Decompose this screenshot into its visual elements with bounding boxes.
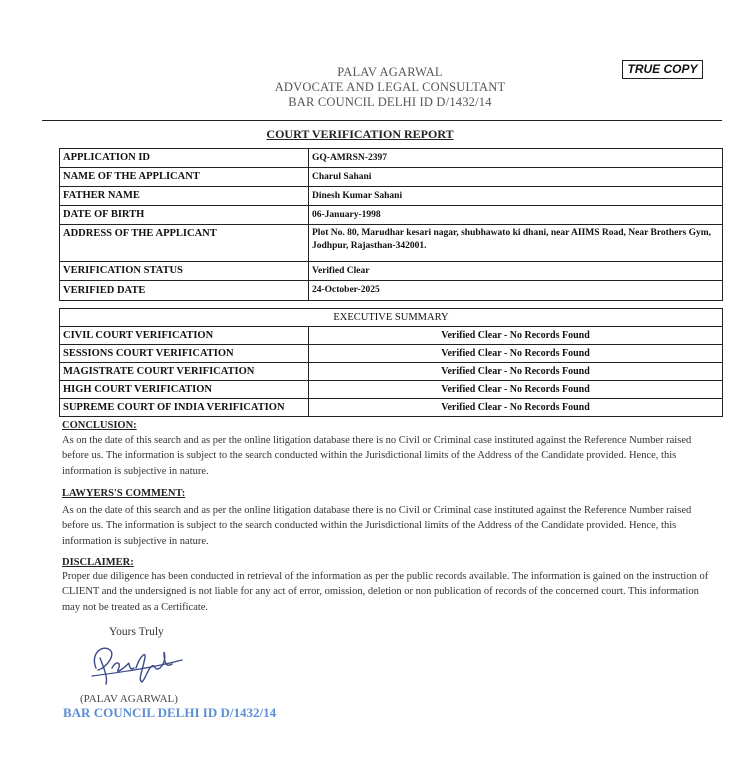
row-label: SUPREME COURT OF INDIA VERIFICATION	[60, 399, 309, 417]
row-value: Dinesh Kumar Sahani	[309, 187, 723, 206]
row-label: VERIFIED DATE	[60, 281, 309, 301]
row-label: CIVIL COURT VERIFICATION	[60, 327, 309, 345]
row-value: Verified Clear	[309, 262, 723, 281]
disclaimer-text: Proper due diligence has been conducted in retrieval of the information as per the public records available. The information is gained on the instruction of CLIENT and the undersigned is not liable for any act of error, omission, deletion or non publication of records of the concerned court. This information may not be treated as a Certificate.	[62, 571, 709, 613]
yours-truly: Yours Truly	[109, 626, 164, 638]
true-copy-stamp: TRUE COPY	[622, 60, 703, 79]
conclusion-title: CONCLUSION:	[62, 420, 137, 431]
handwritten-signature	[82, 638, 192, 686]
disclaimer-title: DISCLAIMER:	[62, 557, 134, 568]
row-value: Verified Clear - No Records Found	[309, 381, 723, 399]
advocate-name: PALAV AGARWAL	[337, 65, 443, 79]
lawyers-comment-text: As on the date of this search and as per the online litigation database there is no Civil or Criminal case instituted against the Reference Number raised before us. The information is subject to the search conducted within the Jurisdictional limits of the Address of the Candidate provided. Hence, this information is subjective in nature.	[62, 505, 692, 547]
row-value: 06-January-1998	[309, 206, 723, 225]
table-row	[60, 363, 723, 381]
header-divider	[42, 120, 722, 121]
row-label: DATE OF BIRTH	[60, 206, 309, 225]
row-value: Verified Clear - No Records Found	[309, 345, 723, 363]
report-title: COURT VERIFICATION REPORT	[266, 127, 454, 141]
table-row	[60, 187, 723, 206]
letterhead	[190, 65, 590, 110]
signatory-bar-id: BAR COUNCIL DELHI ID D/1432/14	[63, 705, 277, 720]
row-label: APPLICATION ID	[60, 149, 309, 168]
row-label: NAME OF THE APPLICANT	[60, 168, 309, 187]
row-label: HIGH COURT VERIFICATION	[60, 381, 309, 399]
table-row	[60, 381, 723, 399]
row-label: SESSIONS COURT VERIFICATION	[60, 345, 309, 363]
row-value: Verified Clear - No Records Found	[309, 327, 723, 345]
table-row	[60, 399, 723, 417]
executive-summary-table	[59, 308, 723, 417]
table-header-row	[60, 309, 723, 327]
row-value: Plot No. 80, Marudhar kesari nagar, shubhawato ki dhani, near AIIMS Road, Near Brothers Gym, Jodhpur, Rajasthan-342001.	[309, 225, 723, 262]
row-label: ADDRESS OF THE APPLICANT	[60, 225, 309, 262]
row-label: MAGISTRATE COURT VERIFICATION	[60, 363, 309, 381]
applicant-details-table	[59, 148, 723, 301]
executive-summary-title: EXECUTIVE SUMMARY	[60, 309, 723, 327]
lawyers-comment-title: LAWYERS'S COMMENT:	[62, 488, 186, 499]
row-value: 24-October-2025	[309, 281, 723, 301]
table-row	[60, 327, 723, 345]
row-value: Verified Clear - No Records Found	[309, 363, 723, 381]
table-row	[60, 168, 723, 187]
table-row	[60, 345, 723, 363]
row-label: FATHER NAME	[60, 187, 309, 206]
row-value: GQ-AMRSN-2397	[309, 149, 723, 168]
signatory-name: (PALAV AGARWAL)	[80, 693, 178, 705]
table-row	[60, 206, 723, 225]
row-value: Charul Sahani	[309, 168, 723, 187]
table-row	[60, 149, 723, 168]
table-row	[60, 281, 723, 301]
table-row	[60, 262, 723, 281]
row-label: VERIFICATION STATUS	[60, 262, 309, 281]
letterhead-bar-id: BAR COUNCIL DELHI ID D/1432/14	[288, 95, 492, 109]
table-row	[60, 225, 723, 262]
row-value: Verified Clear - No Records Found	[309, 399, 723, 417]
advocate-designation: ADVOCATE AND LEGAL CONSULTANT	[274, 80, 506, 94]
conclusion-text: As on the date of this search and as per the online litigation database there is no Civil or Criminal case instituted against the Reference Number raised before us. The information is subject to the search conducted within the Jurisdictional limits of the Address of the Candidate provided. Hence, this information is subjective in nature.	[62, 435, 692, 477]
